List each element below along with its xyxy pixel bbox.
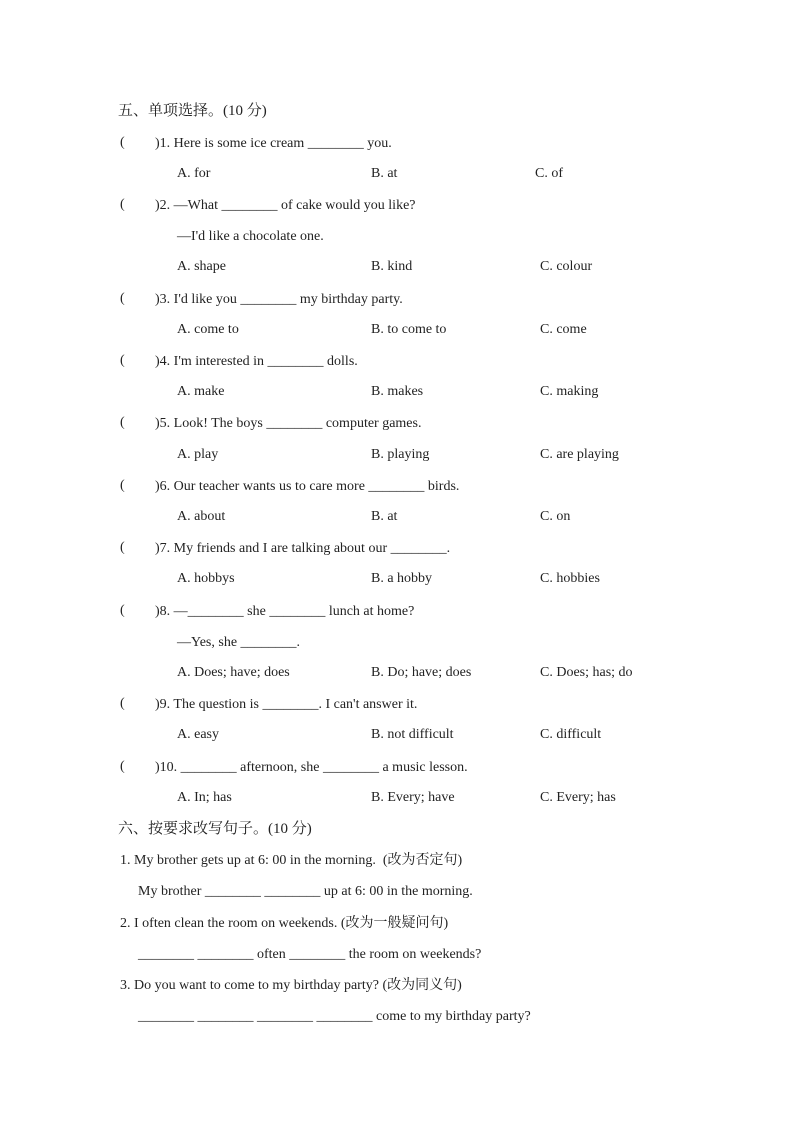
question-9-stem: )9. The question is ________. I can't answer it. — [155, 697, 418, 712]
q1-option-a: A. for — [177, 166, 211, 181]
q2-option-b: B. kind — [371, 259, 413, 274]
answer-paren[interactable]: ( — [120, 415, 125, 430]
question-6-stem: )6. Our teacher wants us to care more ________ birds. — [155, 479, 460, 494]
q7-option-c: C. hobbies — [540, 571, 600, 586]
rewrite-3-answer[interactable]: ________ ________ ________ ________ come to my birthday party? — [138, 1009, 531, 1024]
answer-paren[interactable]: ( — [120, 696, 125, 711]
q8-option-a: A. Does; have; does — [177, 665, 290, 680]
q7-option-b: B. a hobby — [371, 571, 433, 586]
q8-option-c: C. Does; has; do — [540, 665, 633, 680]
q3-option-a: A. come to — [177, 322, 239, 337]
section-6-title: 六、按要求改写句子。(10 分) — [118, 821, 312, 837]
q6-option-c: C. on — [540, 509, 571, 524]
answer-paren[interactable]: ( — [120, 353, 125, 368]
question-8-stem: )8. —________ she ________ lunch at home? — [155, 604, 415, 619]
q3-option-c: C. come — [540, 322, 587, 337]
answer-paren[interactable]: ( — [120, 759, 125, 774]
q5-option-c: C. are playing — [540, 447, 619, 462]
question-7-stem: )7. My friends and I are talking about our ________. — [155, 541, 451, 556]
rewrite-2-sentence: 2. I often clean the room on weekends. (改为一般疑问句) — [120, 916, 449, 931]
rewrite-1-answer[interactable]: My brother ________ ________ up at 6: 00 in the morning. — [138, 884, 473, 899]
q10-option-b: B. Every; have — [371, 790, 455, 805]
q9-option-b: B. not difficult — [371, 727, 454, 742]
rewrite-3-sentence: 3. Do you want to come to my birthday party? (改为同义句) — [120, 978, 462, 993]
q10-option-c: C. Every; has — [540, 790, 616, 805]
answer-paren[interactable]: ( — [120, 135, 125, 150]
q4-option-c: C. making — [540, 384, 599, 399]
q7-option-a: A. hobbys — [177, 571, 235, 586]
q9-option-c: C. difficult — [540, 727, 602, 742]
answer-paren[interactable]: ( — [120, 540, 125, 555]
q8-option-b: B. Do; have; does — [371, 665, 472, 680]
q10-option-a: A. In; has — [177, 790, 232, 805]
answer-paren[interactable]: ( — [120, 603, 125, 618]
question-1-stem: )1. Here is some ice cream ________ you. — [155, 136, 392, 151]
rewrite-2-answer[interactable]: ________ ________ often ________ the room on weekends? — [138, 947, 482, 962]
question-10-stem: )10. ________ afternoon, she ________ a music lesson. — [155, 760, 468, 775]
q6-option-a: A. about — [177, 509, 226, 524]
q1-option-b: B. at — [371, 166, 398, 181]
q4-option-b: B. makes — [371, 384, 424, 399]
q4-option-a: A. make — [177, 384, 225, 399]
answer-paren[interactable]: ( — [120, 478, 125, 493]
q5-option-a: A. play — [177, 447, 219, 462]
answer-paren[interactable]: ( — [120, 197, 125, 212]
q9-option-a: A. easy — [177, 727, 219, 742]
section-5-title: 五、单项选择。(10 分) — [118, 103, 267, 119]
question-4-stem: )4. I'm interested in ________ dolls. — [155, 354, 358, 369]
question-2-stem: )2. —What ________ of cake would you like? — [155, 198, 416, 213]
q5-option-b: B. playing — [371, 447, 430, 462]
question-8-reply: —Yes, she ________. — [177, 635, 301, 650]
answer-paren[interactable]: ( — [120, 291, 125, 306]
question-3-stem: )3. I'd like you ________ my birthday party. — [155, 292, 403, 307]
q1-option-c: C. of — [535, 166, 563, 181]
question-5-stem: )5. Look! The boys ________ computer games. — [155, 416, 422, 431]
question-2-reply: —I'd like a chocolate one. — [177, 229, 324, 244]
q6-option-b: B. at — [371, 509, 398, 524]
q3-option-b: B. to come to — [371, 322, 447, 337]
q2-option-a: A. shape — [177, 259, 226, 274]
q2-option-c: C. colour — [540, 259, 593, 274]
rewrite-1-sentence: 1. My brother gets up at 6: 00 in the morning. (改为否定句) — [120, 853, 463, 868]
